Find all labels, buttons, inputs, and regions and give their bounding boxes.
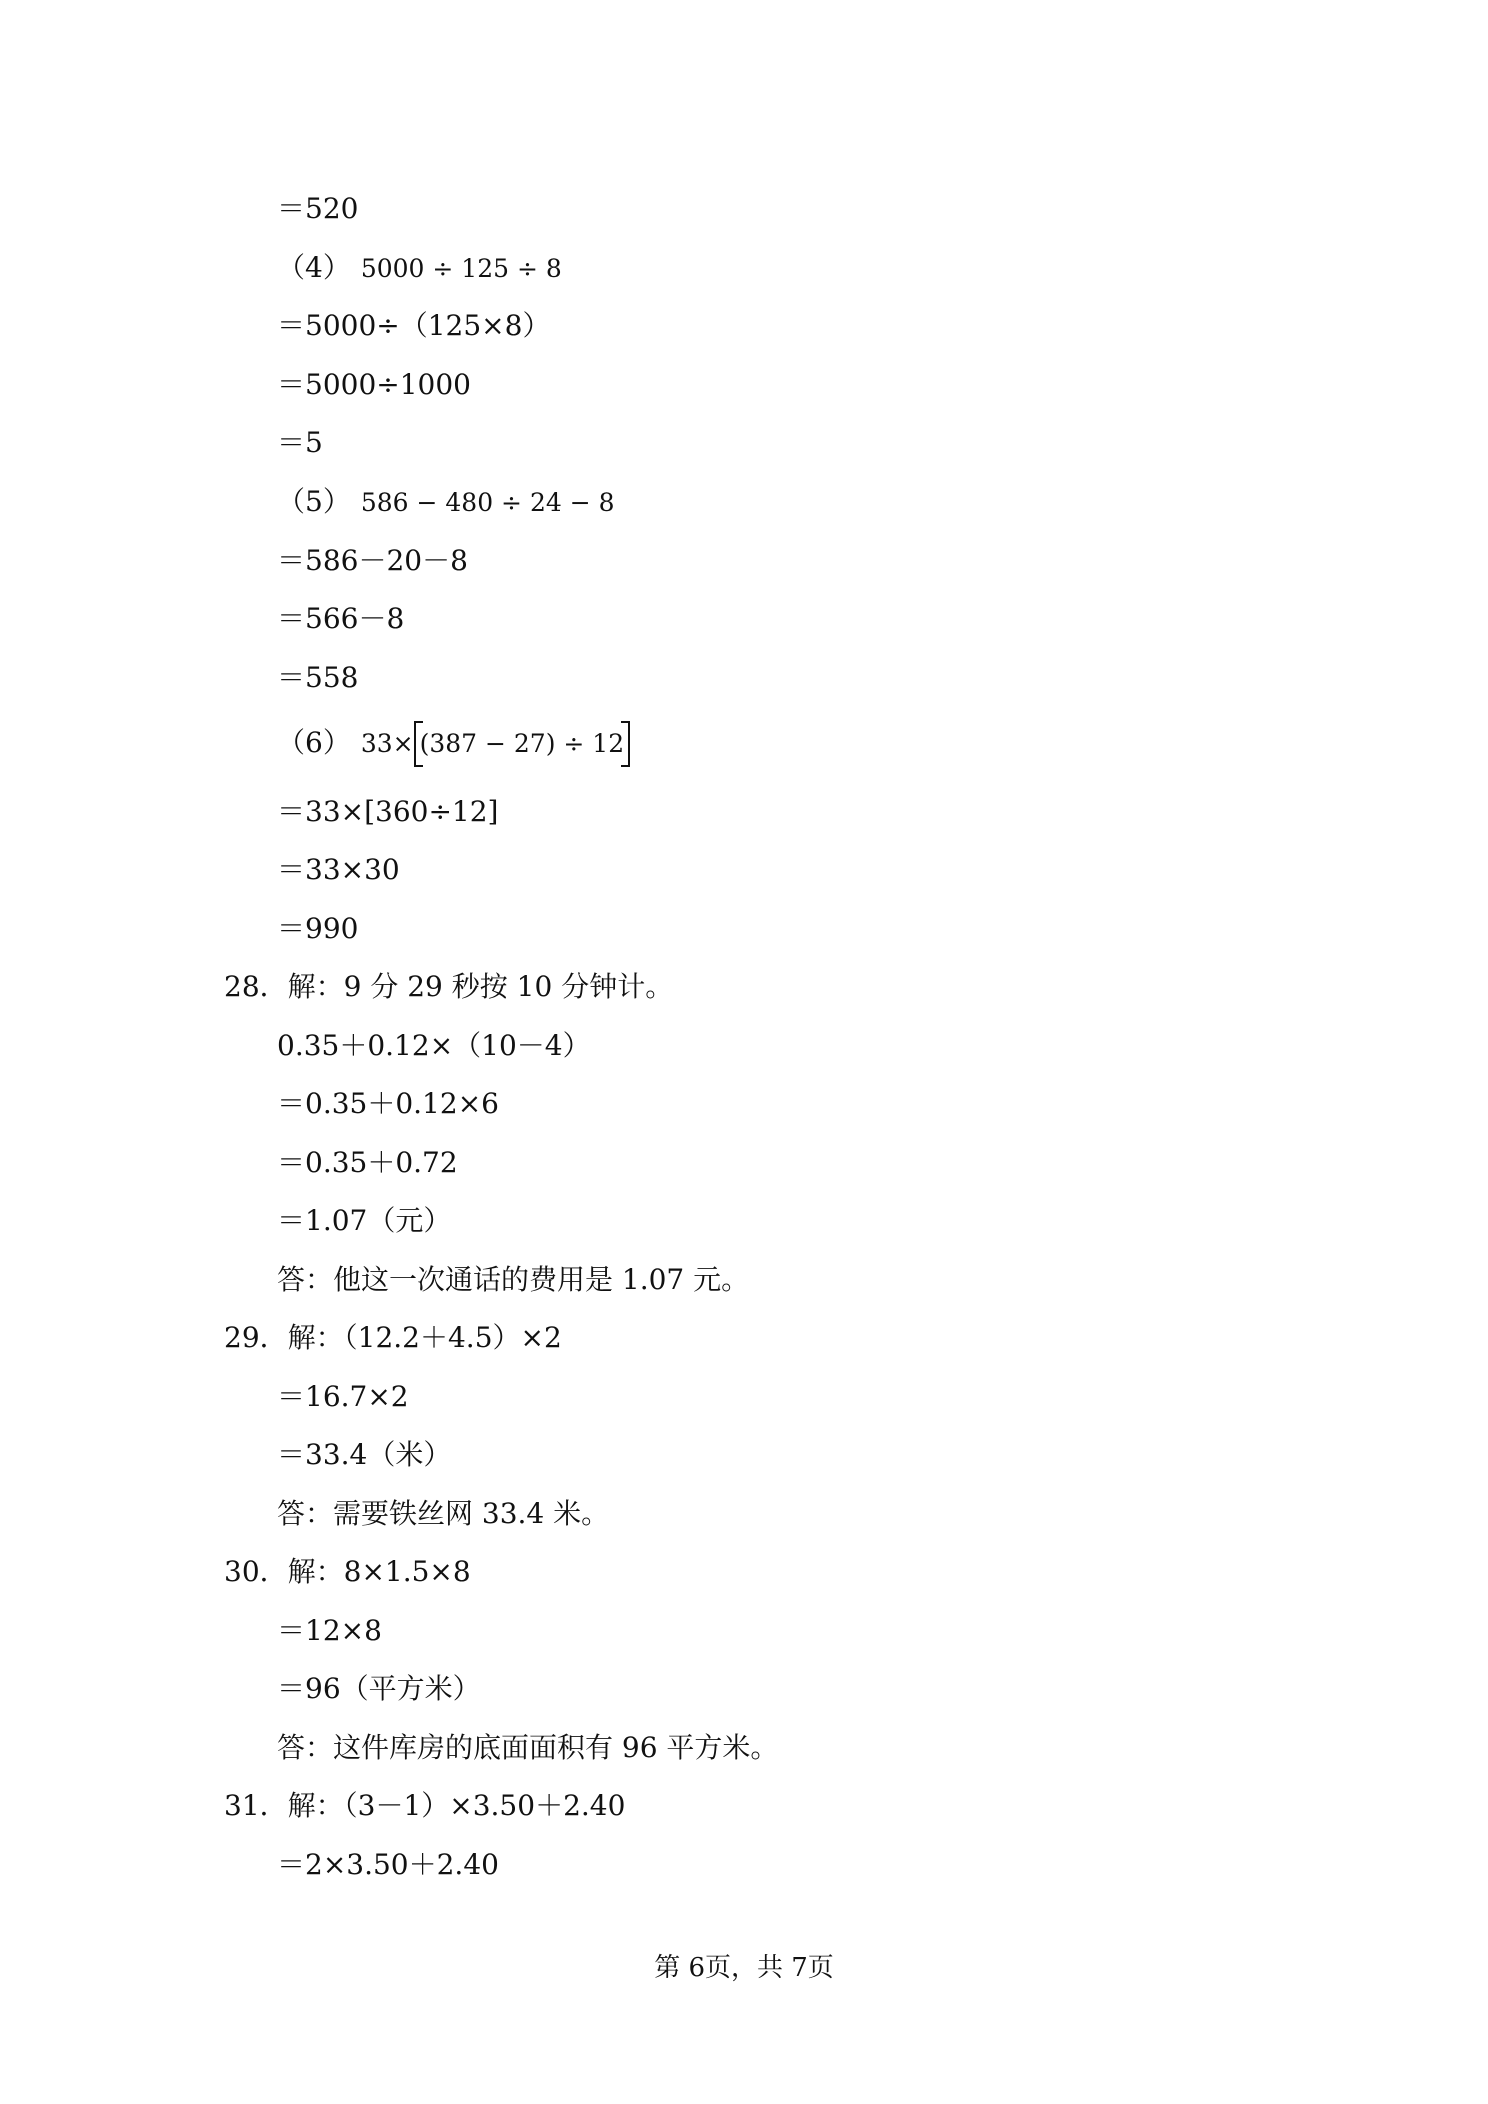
step-line: ＝520: [277, 192, 359, 225]
step-line: ＝990: [277, 912, 359, 945]
problem-expression: 586 − 480 ÷ 24 − 8: [360, 488, 615, 517]
problem-label: （4）: [277, 251, 351, 284]
step-line: ＝0.35＋0.12×6: [277, 1087, 499, 1120]
step-line: ＝96（平方米）: [277, 1672, 481, 1705]
step-line: ＝33×[360÷12]: [277, 795, 499, 828]
step-line: ＝1.07（元）: [277, 1204, 452, 1237]
problem-5: [277, 485, 615, 520]
step-line: ＝33.4（米）: [277, 1438, 452, 1471]
step-line: ＝2×3.50＋2.40: [277, 1848, 499, 1881]
step-line: ＝33×30: [277, 853, 400, 886]
step-line: ＝5000÷1000: [277, 368, 471, 401]
step-line: ＝5: [277, 426, 323, 459]
question-30-heading: 30．解：8×1.5×8: [224, 1555, 471, 1588]
step-line: ＝5000÷（125×8）: [277, 309, 551, 342]
bracket-inner-expression: (387 − 27) ÷ 12: [419, 729, 625, 758]
problem-expression-prefix: 33×: [360, 729, 414, 758]
problem-expression: 5000 ÷ 125 ÷ 8: [360, 254, 562, 283]
problem-label: （5）: [277, 485, 351, 518]
question-28-heading: 28．解：9 分 29 秒按 10 分钟计。: [224, 970, 674, 1003]
page-footer: 第 6页，共 7页: [654, 1953, 834, 1983]
answer-line: 答：需要铁丝网 33.4 米。: [277, 1497, 610, 1530]
answer-line: 答：他这一次通话的费用是 1.07 元。: [277, 1263, 750, 1296]
problem-label: （6）: [277, 726, 351, 759]
step-line: ＝566－8: [277, 602, 405, 635]
problem-6: [277, 726, 630, 761]
step-line: 0.35＋0.12×（10－4）: [277, 1029, 591, 1062]
problem-4: [277, 251, 562, 286]
step-line: ＝16.7×2: [277, 1380, 409, 1413]
step-line: ＝558: [277, 661, 359, 694]
step-line: ＝0.35＋0.72: [277, 1146, 458, 1179]
answer-line: 答：这件库房的底面面积有 96 平方米。: [277, 1731, 779, 1764]
step-line: ＝586－20－8: [277, 544, 468, 577]
question-31-heading: 31．解：（3－1）×3.50＋2.40: [224, 1789, 626, 1822]
question-29-heading: 29．解：（12.2＋4.5）×2: [224, 1321, 562, 1354]
step-line: ＝12×8: [277, 1614, 382, 1647]
square-bracket-expression: [414, 727, 631, 761]
